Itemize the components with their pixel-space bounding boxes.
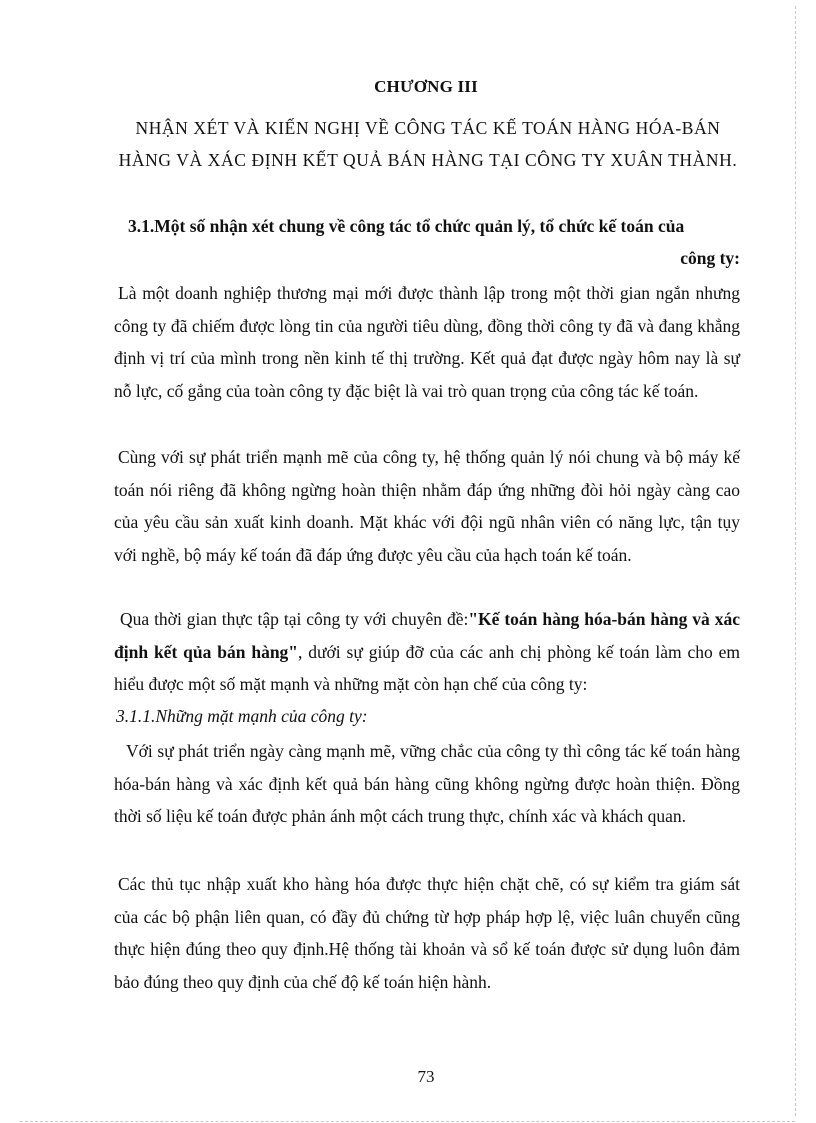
section-heading-line2: công ty: [680,248,740,268]
paragraph-4: Với sự phát triển ngày càng mạnh mẽ, vững chắc của công ty thì công tác kế toán hàng hóa-bán hàng và xác định kết quả bán hàng cũng không ngừng được hoàn thiện. Đồng thời số liệu kế toán được phản ánh một cách trung thực, chính xác và khách quan. [114,741,740,827]
paragraph-3-topic: "Kế toán hàng hóa-bán hàng và xác định kết qủa bán hàng" [114,609,740,662]
section-heading [118,210,740,274]
paragraph-3-intro: Qua thời gian thực tập tại công ty với chuyên đề: [120,609,469,629]
paragraph-5: Các thủ tục nhập xuất kho hàng hóa được thực hiện chặt chẽ, có sự kiểm tra giám sát của các bộ phận liên quan, có đầy đủ chứng từ hợp pháp hợp lệ, việc luân chuyển cũng thực hiện đúng theo quy định.Hệ thống tài khoản và sổ kế toán được sử dụng luôn đảm bảo đúng theo quy định của chế độ kế toán hiện hành. [114,874,740,992]
page-margin-guide-right [795,6,796,1116]
chapter-heading: CHƯƠNG III [374,77,478,96]
subsection-heading: 3.1.1.Những mặt mạnh của công ty: [116,706,368,726]
paragraph-1: Là một doanh nghiệp thương mại mới được thành lập trong một thời gian ngắn nhưng công ty đã chiếm được lòng tin của người tiêu dùng, đồng thời công ty đã và đang khẳng định vị trí của mình trong nền kinh tế thị trường. Kết quả đạt được ngày hôm nay là sự nỗ lực, cố gắng của toàn công ty đặc biệt là vai trò quan trọng của công tác kế toán. [114,283,740,401]
paragraph-3-rest: , dưới sự giúp đỡ của các anh chị phòng kế toán làm cho em hiểu được một số mặt mạnh và những mặt còn hạn chế của công ty: [114,641,741,695]
page-margin-guide-bottom [20,1121,795,1122]
paragraph-2: Cùng với sự phát triển mạnh mẽ của công ty, hệ thống quản lý nói chung và bộ máy kế toán nói riêng đã không ngừng hoàn thiện nhằm đáp ứng những đòi hỏi ngày càng cao của yêu cầu sản xuất kinh doanh. Mặt khác với đội ngũ nhân viên có năng lực, tận tụy với nghề, bộ máy kế toán đã đáp ứng được yêu cầu của hạch toán kế toán. [114,447,740,565]
section-heading-line1: 3.1.Một số nhận xét chung về công tác tổ chức quản lý, tổ chức kế toán của [128,216,685,236]
chapter-title: NHẬN XÉT VÀ KIẾN NGHỊ VỀ CÔNG TÁC KẾ TOÁN HÀNG HÓA-BÁN HÀNG VÀ XÁC ĐỊNH KẾT QUẢ BÁN HÀNG TẠI CÔNG TY XUÂN THÀNH. [118,118,738,170]
paragraph-3 [114,603,740,701]
page-number: 73 [417,1067,435,1086]
